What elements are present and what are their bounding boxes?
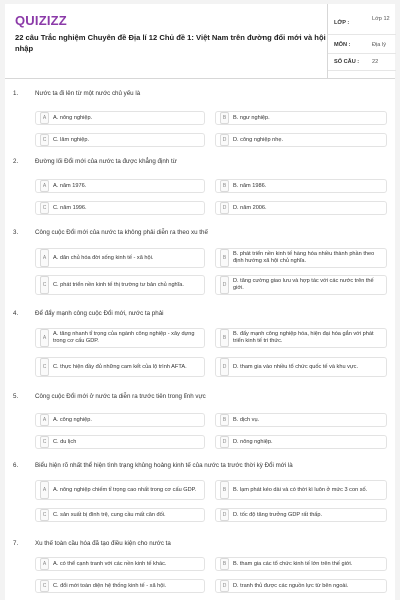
option-letter: C: [40, 134, 49, 146]
option-text: B. tham gia các tổ chức kinh tế lớn trên thế giới.: [233, 560, 353, 567]
option-text: A. công nghiệp.: [53, 416, 92, 423]
option-text: A. năm 1976.: [53, 182, 87, 189]
option-b[interactable]: [215, 179, 387, 193]
option-letter: D: [220, 509, 229, 521]
question-number: 4.: [13, 310, 19, 317]
option-c[interactable]: [35, 579, 205, 593]
option-a[interactable]: [35, 248, 205, 268]
class-label: LỚP :: [334, 20, 350, 26]
count-label: SỐ CÂU :: [334, 59, 360, 65]
option-b[interactable]: [215, 328, 387, 348]
option-letter: D: [220, 202, 229, 214]
option-text: A. dân chủ hóa đời sống kinh tế - xã hội.: [53, 254, 154, 261]
question-text: Biểu hiện rõ nhất thể hiện tình trạng khủng hoảng kinh tế của nước ta trước thời kỳ Đổi mới là: [35, 462, 293, 469]
option-text: C. phát triển nền kinh tế thị trường tư bản chủ nghĩa.: [53, 281, 184, 288]
quizizz-logo: QUIZIZZ: [15, 13, 67, 28]
count-value: 22: [372, 59, 379, 65]
option-letter: A: [40, 180, 49, 192]
option-d[interactable]: [215, 357, 387, 377]
option-letter: C: [40, 509, 49, 521]
option-text: A. tăng nhanh tỉ trọng của ngành công nghiệp - xây dựng trong cơ cấu GDP.: [53, 331, 195, 344]
option-text: D. nông nghiệp.: [233, 438, 273, 445]
option-text: C. sản xuất bị đình trệ, cung cầu mất cân đối.: [53, 511, 166, 518]
option-text: D. tranh thủ được các nguồn lực từ bên ngoài.: [233, 582, 349, 589]
option-letter: D: [220, 276, 229, 294]
option-text: C. du lịch: [53, 438, 77, 445]
option-letter: A: [40, 249, 49, 267]
option-text: C. thực hiện đầy đủ những cam kết của lộ trình AFTA.: [53, 363, 187, 370]
option-b[interactable]: [215, 248, 387, 268]
option-a[interactable]: [35, 328, 205, 348]
option-c[interactable]: [35, 357, 205, 377]
option-letter: D: [220, 134, 229, 146]
question-number: 6.: [13, 462, 19, 469]
subject-row: [328, 38, 396, 54]
option-text: B. phát triển nền kinh tế hàng hóa nhiều thành phần theo định hướng xã hội chủ nghĩa.: [233, 251, 375, 264]
question-text: Công cuộc Đổi mới ở nước ta diễn ra trước tiên trong lĩnh vực: [35, 393, 206, 400]
option-b[interactable]: [215, 413, 387, 427]
worksheet-header: [5, 4, 395, 79]
option-d[interactable]: [215, 435, 387, 449]
option-text: B. dịch vụ.: [233, 416, 260, 423]
option-letter: C: [40, 580, 49, 592]
option-a[interactable]: [35, 413, 205, 427]
option-letter: A: [40, 414, 49, 426]
option-a[interactable]: [35, 557, 205, 571]
option-d[interactable]: [215, 133, 387, 147]
class-row: [328, 14, 396, 35]
option-letter: B: [220, 558, 229, 570]
option-letter: A: [40, 112, 49, 124]
option-d[interactable]: [215, 275, 387, 295]
subject-value: Địa lý: [372, 42, 386, 48]
option-text: D. tham gia vào nhiều tổ chức quốc tế và khu vực.: [233, 363, 359, 370]
option-b[interactable]: [215, 111, 387, 125]
subject-label: MÔN :: [334, 42, 351, 48]
question-number: 3.: [13, 229, 19, 236]
class-value: Lớp 12: [372, 16, 390, 22]
meta-panel: [327, 4, 396, 78]
option-text: D. tăng cường giao lưu và hợp tác với các nước trên thế giới.: [233, 278, 374, 291]
option-c[interactable]: [35, 275, 205, 295]
worksheet-page: [5, 4, 395, 600]
option-c[interactable]: [35, 435, 205, 449]
option-letter: A: [40, 329, 49, 347]
option-c[interactable]: [35, 133, 205, 147]
option-letter: C: [40, 276, 49, 294]
option-text: C. lâm nghiệp.: [53, 136, 90, 143]
option-a[interactable]: [35, 111, 205, 125]
option-letter: A: [40, 558, 49, 570]
option-text: A. nông nghiệp.: [53, 114, 93, 121]
option-text: C. năm 1996.: [53, 204, 87, 211]
option-text: D. năm 2006.: [233, 204, 267, 211]
question-text: Công cuộc Đổi mới của nước ta không phải diễn ra theo xu thế: [35, 229, 208, 236]
option-text: C. đổi mới toàn diện hệ thống kinh tế - xã hội.: [53, 582, 167, 589]
question-number: 2.: [13, 158, 19, 165]
option-text: B. lạm phát kéo dài và có thời kì luôn ở mức 3 con số.: [233, 486, 368, 493]
option-letter: B: [220, 249, 229, 267]
count-row: [328, 55, 396, 71]
question-text: Nước ta đi lên từ một nước chủ yếu là: [35, 90, 141, 97]
option-text: D. công nghiệp nhẹ.: [233, 136, 284, 143]
option-letter: C: [40, 436, 49, 448]
option-text: B. ngư nghiệp.: [233, 114, 270, 121]
option-c[interactable]: [35, 508, 205, 522]
option-letter: B: [220, 481, 229, 499]
question-text: Để đẩy mạnh công cuộc Đổi mới, nước ta phải: [35, 310, 164, 317]
option-letter: D: [220, 358, 229, 376]
option-text: B. năm 1986.: [233, 182, 267, 189]
option-c[interactable]: [35, 201, 205, 215]
option-text: A. nông nghiệp chiếm tỉ trọng cao nhất trong cơ cấu GDP.: [53, 486, 197, 493]
option-letter: C: [40, 358, 49, 376]
option-text: B. đẩy mạnh công nghiệp hóa, hiện đại hóa gắn với phát triển kinh tế tri thức.: [233, 331, 374, 344]
question-number: 7.: [13, 540, 19, 547]
option-letter: D: [220, 436, 229, 448]
option-d[interactable]: [215, 508, 387, 522]
option-d[interactable]: [215, 201, 387, 215]
option-letter: D: [220, 580, 229, 592]
option-b[interactable]: [215, 557, 387, 571]
option-letter: B: [220, 414, 229, 426]
question-text: Đường lối Đổi mới của nước ta được khẳng định từ: [35, 158, 177, 165]
option-text: D. tốc độ tăng trưởng GDP rất thấp.: [233, 511, 323, 518]
option-d[interactable]: [215, 579, 387, 593]
option-a[interactable]: [35, 179, 205, 193]
option-letter: B: [220, 329, 229, 347]
question-number: 1.: [13, 90, 19, 97]
option-letter: C: [40, 202, 49, 214]
option-letter: B: [220, 180, 229, 192]
option-letter: A: [40, 481, 49, 499]
option-b[interactable]: [215, 480, 387, 500]
worksheet-title: 22 câu Trắc nghiệm Chuyên đề Địa lí 12 Chủ đề 1: Việt Nam trên đường đổi mới và hội nhập: [15, 33, 326, 53]
question-text: Xu thế toàn cầu hóa đã tạo điều kiện cho nước ta: [35, 540, 171, 547]
option-text: A. có thể cạnh tranh với các nền kinh tế khác.: [53, 560, 167, 567]
question-number: 5.: [13, 393, 19, 400]
option-a[interactable]: [35, 480, 205, 500]
option-letter: B: [220, 112, 229, 124]
